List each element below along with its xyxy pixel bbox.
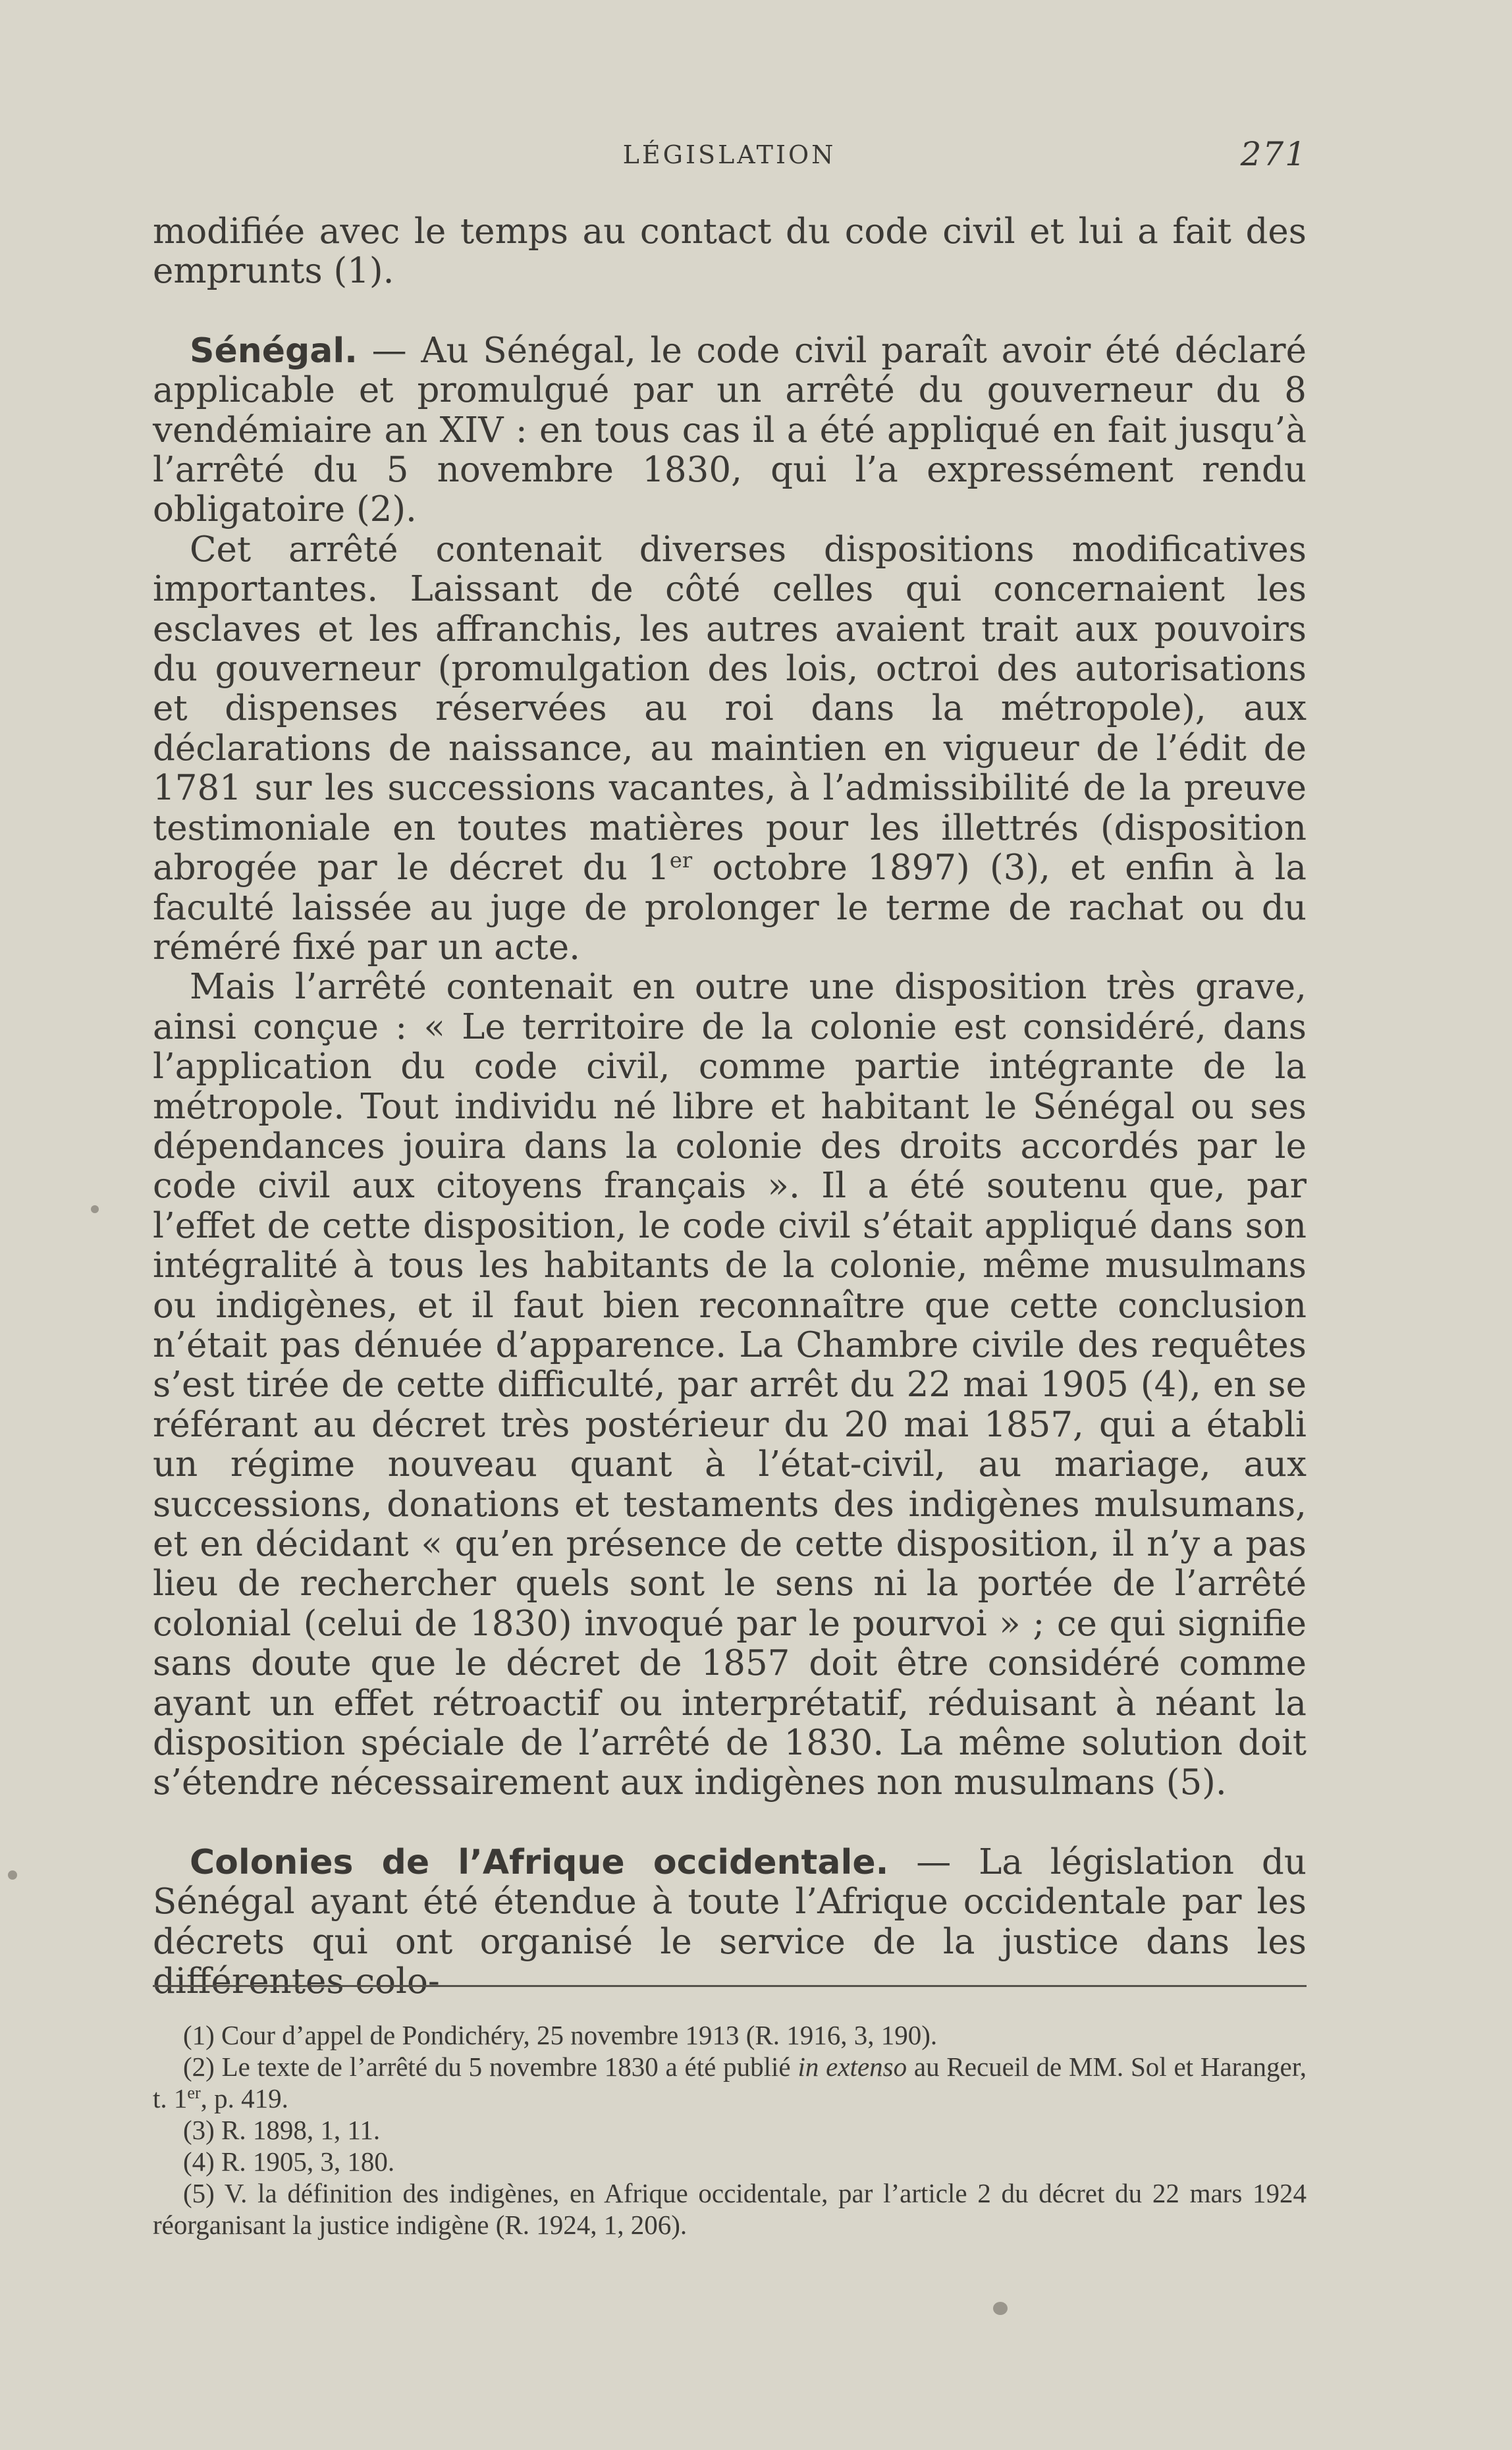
footnote-2-text-3: , p. 419. xyxy=(200,2083,288,2113)
footnote-2-text-1: (2) Le texte de l’arrêté du 5 novembre 1830 a été publié xyxy=(183,2052,798,2082)
footnote-1: (1) Cour d’appel de Pondichéry, 25 novembre 1913 (R. 1916, 3, 190). xyxy=(183,2020,938,2050)
section-heading-senegal: Sénégal. xyxy=(190,331,358,371)
superscript-er: er xyxy=(669,848,693,873)
footnote-divider xyxy=(153,1985,1307,1987)
paper-speck xyxy=(91,1205,99,1213)
paper-speck xyxy=(8,1870,17,1880)
footnote-2-text-2: au Recueil de MM. Sol et Haranger, t. 1 xyxy=(153,2052,1307,2113)
page-number: 271 xyxy=(1240,135,1307,173)
senegal-text: — Au Sénégal, le code civil paraît avoir été déclaré applicable et promulgué par un arrêté du gouverneur du 8 vendémiaire an XIV : en tous cas il a été appliqué en fait jusqu’à l’arrêté du 5 novembre 1830, qui l’a expressément rendu obligatoire (2). xyxy=(153,330,1307,530)
paper-speck xyxy=(993,2302,1008,2315)
paragraph-senegal xyxy=(153,331,1307,530)
running-title: LÉGISLATION xyxy=(622,140,836,169)
footnote-4: (4) R. 1905, 3, 180. xyxy=(183,2146,395,2177)
footnote-2-superscript: er xyxy=(187,2083,201,2102)
arrete-text-1: Cet arrêté contenait diverses dispositions modificatives importantes. Laissant de côté celles qui concernaient les esclaves et les affranchis, les autres avaient trait aux pouvoirs du gouverneur (promulgation des lois, octroi des autorisations et dispenses réservées au roi dans la métropole), aux déclarations de naissance, au maintien en vigueur de l’édit de 1781 sur les successions vacantes, à l’admissibilité de la preuve testimoniale en toutes matières pour les illettrés (disposition abrogée par le décret du 1 xyxy=(153,529,1307,888)
footnotes xyxy=(153,2019,1307,2241)
section-heading-colonies: Colonies de l’Afrique occidentale. xyxy=(190,1842,889,1882)
main-text xyxy=(153,212,1307,2001)
footnote-5: (5) V. la définition des indigènes, en Afrique occidentale, par l’article 2 du décret du 22 mars 1924 réorganisant la justice indigène (R. 1924, 1, 206). xyxy=(153,2178,1307,2240)
paragraph-arrete xyxy=(153,530,1307,967)
footnote-2-italic: in extenso xyxy=(797,2052,907,2082)
paragraph-continuation: modifiée avec le temps au contact du code civil et lui a fait des emprunts (1). xyxy=(153,211,1307,292)
paragraph-disposition: Mais l’arrêté contenait en outre une disposition très grave, ainsi conçue : « Le territoire de la colonie est considéré, dans l’application du code civil, comme partie intégrante de la métropole. Tout individu né libre et habitant le Sénégal ou ses dépendances jouira dans la colonie des droits accordés par le code civil aux citoyens français ». Il a été soutenu que, par l’effet de cette disposition, le code civil s’était appliqué dans son intégralité à tous les habitants de la colonie, même musulmans ou indigènes, et il faut bien reconnaître que cette conclusion n’était pas dénuée d’apparence. La Chambre civile des requêtes s’est tirée de cette difficulté, par arrêt du 22 mai 1905 (4), en se référant au décret très postérieur du 20 mai 1857, qui a établi un régime nouveau quant à l’état-civil, au mariage, aux successions, donations et testaments des indigènes mulsumans, et en décidant « qu’en présence de cette disposition, il n’y a pas lieu de rechercher quels sont le sens ni la portée de l’arrêté colonial (celui de 1830) invoqué par le pourvoi » ; ce qui signifie sans doute que le décret de 1857 doit être considéré comme ayant un effet rétroactif ou interprétatif, réduisant à néant la disposition spéciale de l’arrêté de 1830. La même solution doit s’étendre nécessairement aux indigènes non musulmans (5). xyxy=(153,967,1307,1803)
footnote-3: (3) R. 1898, 1, 11. xyxy=(183,2115,381,2145)
colonies-text: — La législation du Sénégal ayant été étendue à toute l’Afrique occidentale par les décrets qui ont organisé le service de la justice dans les différentes colo- xyxy=(153,1841,1307,2002)
running-head xyxy=(151,135,1307,181)
paragraph-colonies xyxy=(153,1843,1307,2002)
footnote-2 xyxy=(153,2051,1307,2114)
arrete-text-2: octobre 1897) (3), et enfin à la faculté laissée au juge de prolonger le terme de rachat ou du réméré fixé par un acte. xyxy=(153,848,1307,967)
